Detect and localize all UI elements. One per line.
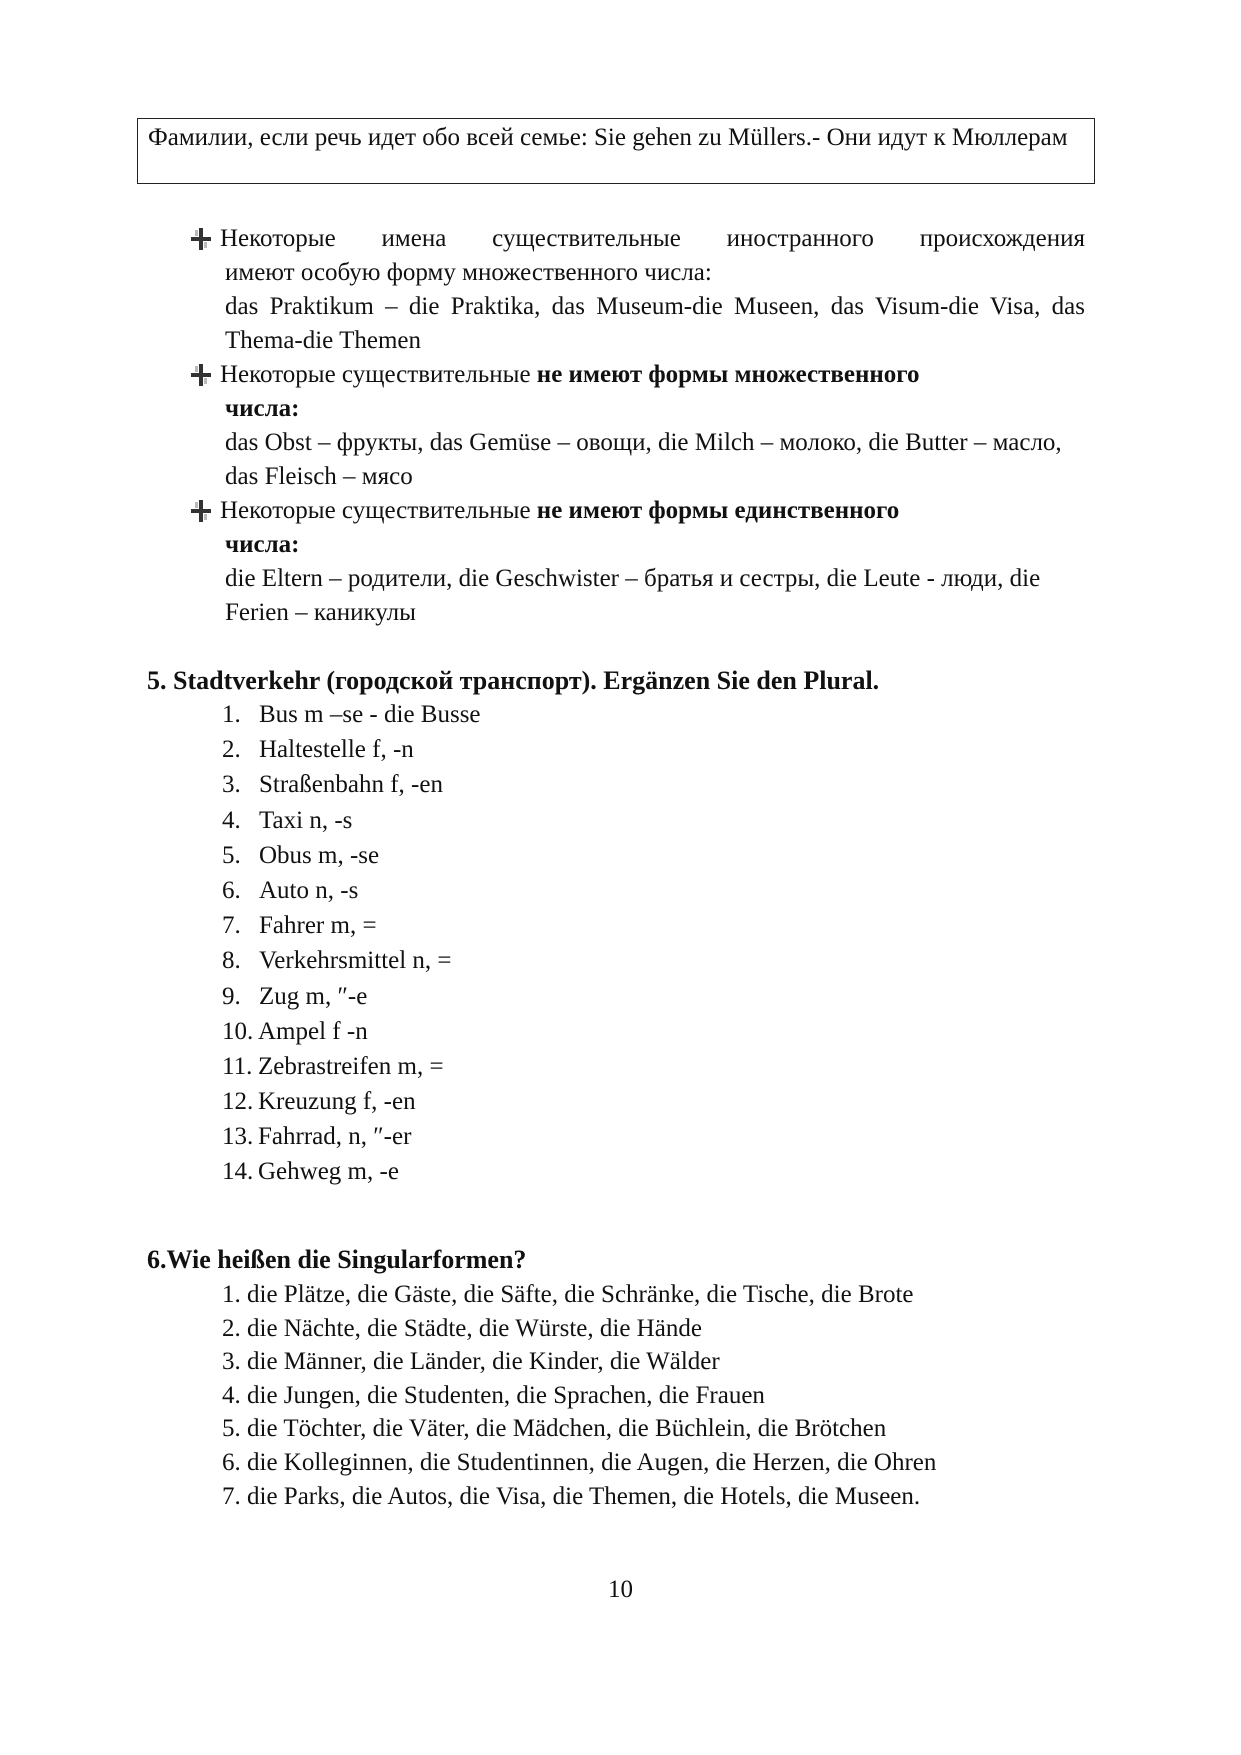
- item-text: Obus m, -se: [259, 841, 380, 869]
- plus-cross-bullet-icon: [190, 227, 212, 251]
- list-item: [222, 873, 481, 908]
- bullet-body: das Obst – фрукты, das Gemüse – овощи, die Milch – молоко, die Butter – масло, das Fleisch – мясо: [225, 429, 1062, 490]
- bullet-heading-continued: имеют особую форму множественного числа:: [225, 259, 712, 286]
- list-item: 1. die Plätze, die Gäste, die Säfte, die Schränke, die Tische, die Brote: [222, 1281, 914, 1308]
- list-item: [222, 767, 481, 802]
- item-number: 2.: [222, 736, 241, 764]
- bullet-item: [190, 494, 1085, 630]
- list-item: 7. die Parks, die Autos, die Visa, die Themen, die Hotels, die Museen.: [222, 1482, 921, 1510]
- item-number: 1.: [222, 701, 241, 728]
- item-number: 6.: [222, 876, 241, 904]
- bullet-item: [190, 222, 1085, 358]
- section-6-list: [222, 1278, 936, 1513]
- list-item: [222, 1049, 481, 1084]
- item-text: Ampel f -n: [258, 1017, 368, 1045]
- bullet-heading: [190, 494, 1085, 528]
- item-number: 7.: [222, 912, 241, 940]
- list-item: [222, 697, 481, 732]
- bullet-item: [190, 358, 1085, 494]
- item-number: 3.: [222, 771, 241, 799]
- item-text: Fahrer m, =: [259, 912, 377, 940]
- list-item: [222, 838, 481, 873]
- item-text: Gehweg m, -e: [258, 1158, 399, 1186]
- item-number: 4.: [222, 806, 241, 834]
- box-note: Фамилии, если речь идет обо всей семье: Sie gehen zu Müllers.- Они идут к Мюллерам: [137, 118, 1095, 184]
- section-6-title: 6.Wie heißen die Singularformen?: [147, 1245, 527, 1274]
- list-item: [222, 1154, 481, 1189]
- bullet-heading-normal: Некоторые существительные: [220, 361, 537, 388]
- list-item: [222, 979, 481, 1014]
- list-item: [222, 732, 481, 767]
- plus-cross-bullet-icon: [190, 499, 212, 523]
- bullet-body: die Eltern – родители, die Geschwister – братья и сестры, die Leute - люди, die Ferien – каникулы: [225, 565, 1041, 626]
- bullet-heading: Некоторые имена существительные иностранного происхождения: [220, 225, 1085, 252]
- plus-cross-bullet-icon: [190, 363, 212, 387]
- item-text: Zug m, ″-e: [259, 982, 368, 1010]
- item-number: 13.: [222, 1123, 254, 1151]
- item-text: Zebrastreifen m, =: [258, 1052, 444, 1080]
- list-item: [222, 943, 481, 978]
- item-number: 11.: [222, 1052, 253, 1080]
- list-item: 5. die Töchter, die Väter, die Mädchen, die Büchlein, die Brötchen: [222, 1415, 887, 1443]
- page-number: 10: [608, 1576, 633, 1603]
- list-item: 4. die Jungen, die Studenten, die Sprachen, die Frauen: [222, 1381, 765, 1409]
- bullet-heading: [190, 358, 1085, 392]
- item-number: 10.: [222, 1017, 254, 1045]
- bullet-heading-continued: [190, 528, 1085, 562]
- item-number: 5.: [222, 841, 241, 869]
- bullet-heading-bold: не имеют формы единственного: [536, 497, 900, 524]
- list-item: [222, 1014, 481, 1049]
- list-item: [222, 1084, 481, 1119]
- item-number: 12.: [222, 1088, 254, 1116]
- list-item: [222, 803, 481, 838]
- item-number: 9.: [222, 982, 241, 1010]
- item-text: Haltestelle f, -n: [259, 736, 414, 764]
- list-item: [222, 1119, 481, 1154]
- bullet-heading-bold-cont: числа:: [225, 395, 300, 422]
- list-item: [222, 908, 481, 943]
- bullet-heading-normal: Некоторые существительные: [220, 497, 537, 524]
- item-number: 14.: [222, 1158, 254, 1186]
- item-number: 8.: [222, 947, 241, 975]
- list-item: 3. die Männer, die Länder, die Kinder, die Wälder: [222, 1348, 720, 1376]
- list-item: 2. die Nächte, die Städte, die Würste, die Hände: [222, 1314, 702, 1342]
- list-item: 6. die Kolleginnen, die Studentinnen, die Augen, die Herzen, die Ohren: [222, 1448, 937, 1476]
- bullet-heading-bold-cont: числа:: [225, 531, 300, 558]
- item-text: Straßenbahn f, -en: [259, 771, 443, 799]
- item-text: Kreuzung f, -en: [258, 1088, 416, 1116]
- bullet-list: [190, 222, 1085, 630]
- item-text: Taxi n, -s: [259, 806, 353, 834]
- item-text: Verkehrsmittel n, =: [259, 947, 452, 975]
- section-5-title: 5. Stadtverkehr (городской транспорт). Ergänzen Sie den Plural.: [147, 666, 880, 695]
- bullet-heading-continued: [190, 392, 1085, 426]
- item-text: Fahrrad, n, ″-er: [258, 1123, 412, 1151]
- section-5-list: [222, 697, 481, 1190]
- bullet-heading-bold: не имеют формы множественного: [536, 361, 920, 388]
- item-text: Auto n, -s: [259, 876, 359, 904]
- bullet-body: das Praktikum – die Praktika, das Museum-die Museen, das Visum-die Visa, das Thema-die Themen: [225, 293, 1085, 354]
- item-text: Bus m –se - die Busse: [259, 701, 481, 728]
